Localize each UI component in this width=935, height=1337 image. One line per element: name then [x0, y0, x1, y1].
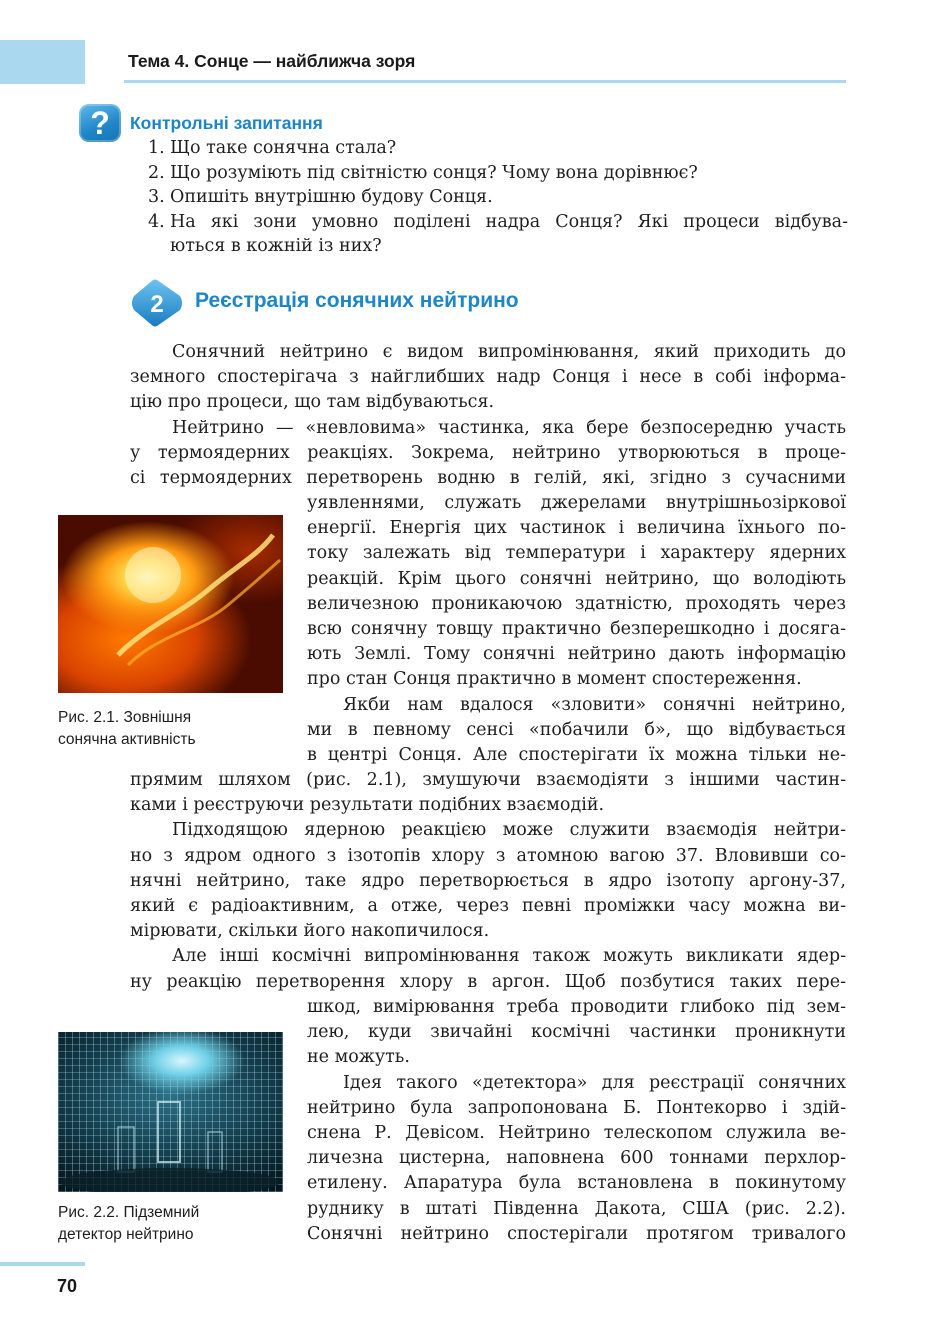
- question-number: 1.: [148, 138, 165, 158]
- detector-structure-graphic: [58, 1032, 283, 1192]
- text-line: величезною проникаючою здатністю, проходять через: [307, 593, 846, 614]
- question-text: Що таке сонячна стала?: [170, 138, 397, 158]
- text-line: реакцій. Крім цього сонячні нейтрино, що володіють: [307, 568, 846, 589]
- text-line: шкод, вимірювання треба проводити глибоко під зем-: [307, 997, 846, 1017]
- text-line: Але інші космічні випромінювання також можуть викликати ядер-: [172, 946, 846, 967]
- text-line: руднику в штаті Південна Дакота, США (рис. 2.2).: [307, 1198, 846, 1219]
- text-line: лею, куди звичайні космічні частинки проникнути: [307, 1022, 846, 1043]
- text-line: енергії. Енергія цих частинок і величина їхнього по-: [307, 518, 846, 539]
- text-line: всю сонячну товщу практично безперешкодно і досяга-: [307, 619, 846, 640]
- text-line: снена Р. Девісом. Нейтрино телескопом служила ве-: [307, 1123, 846, 1144]
- question-number: 4.: [148, 211, 165, 232]
- control-questions-title: Контрольні запитання: [130, 113, 323, 133]
- text-line: ками і реєструючи результати подібних взаємодій.: [130, 795, 605, 816]
- header-divider: [124, 80, 846, 83]
- body-block-1: [130, 340, 846, 491]
- text-line: Сонячні нейтрино спостерігали протягом тривалого: [307, 1223, 846, 1244]
- text-line: цію про процеси, що там відбуваються.: [130, 392, 495, 413]
- question-mark-icon: ?: [79, 104, 121, 142]
- text-line: Сонячний нейтрино є видом випромінювання, який приходить до: [172, 342, 846, 362]
- footer-divider: [0, 1262, 85, 1266]
- body-block-4: [307, 995, 846, 1247]
- text-line: у термоядерних реакціях. Зокрема, нейтрино утворюються в проце-: [130, 442, 846, 463]
- body-block-3: [130, 768, 846, 995]
- question-item: [148, 185, 848, 210]
- text-line: в центрі Сонця. Але спостерігати їх можна тільки не-: [307, 745, 846, 766]
- text-line: но з ядром одного з ізотопів хлору з атомною вагою 37. Вловивши со-: [130, 845, 846, 866]
- neutrino-detector-image: [58, 1032, 283, 1192]
- text-line: нейтрино була запропонована Б. Понтекорво і здій-: [307, 1097, 846, 1118]
- question-text-continuation: ються в кожній із них?: [170, 236, 382, 256]
- text-line: ють Землі. Тому сонячні нейтрино дають інформацію: [307, 644, 846, 665]
- text-line: нячні нейтрино, таке ядро перетворюється в ядро ізотопу аргону-37,: [130, 870, 846, 891]
- text-line: Підходящою ядерною реакцією може служити взаємодія нейтри-: [172, 820, 846, 841]
- text-line: мірювати, скільки його накопичилося.: [130, 921, 490, 942]
- text-line: не можуть.: [307, 1047, 410, 1068]
- section-title: Реєстрація сонячних нейтрино: [195, 289, 519, 312]
- section-number: 2: [150, 291, 164, 318]
- solar-flare-graphic: [58, 515, 283, 693]
- question-text: Що розуміють під світністю сонця? Чому вона дорівнює?: [170, 162, 698, 183]
- figure-caption: [58, 707, 196, 751]
- question-number: 3.: [148, 187, 165, 207]
- caption-line: детектор нейтрино: [58, 1226, 194, 1243]
- text-line: ми в певному сенсі «побачили б», що відбувається: [307, 719, 846, 740]
- page-header-title: Тема 4. Сонце — найближча зоря: [128, 51, 416, 71]
- figure-caption: [58, 1202, 199, 1246]
- text-line: який є радіоактивним, а отже, через певні проміжки часу можна ви-: [130, 896, 846, 917]
- control-questions-list: [148, 136, 848, 259]
- caption-line: Рис. 2.1. Зовнішня: [58, 709, 192, 726]
- text-line: уявленнями, служать джерелами внутрішньозіркової: [307, 493, 846, 513]
- caption-line: сонячна активність: [58, 731, 196, 748]
- question-text: На які зони умовно поділені надра Сонця? Які процеси відбува-: [170, 211, 848, 232]
- section-number-icon: [130, 278, 184, 328]
- text-line: току залежать від температури і характеру ядерних: [307, 543, 846, 564]
- text-line: сі термоядерних перетворень водню в гелій, які, згідно з сучасними: [130, 468, 846, 489]
- text-line: земного спостерігача з найглибших надр Сонця і несе в собі інформа-: [130, 367, 846, 388]
- question-item: [148, 136, 848, 161]
- text-line: ну реакцію перетворення хлору в аргон. Щоб позбутися таких пере-: [130, 971, 846, 992]
- question-number: 2.: [148, 162, 165, 183]
- text-line: етилену. Апаратура була встановлена в покинутому: [307, 1173, 846, 1194]
- question-item: [148, 210, 848, 259]
- text-line: Якби нам вдалося «зловити» сонячні нейтрино,: [343, 694, 846, 715]
- text-line: личезна цистерна, наповнена 600 тоннами перхлор-: [307, 1148, 846, 1169]
- text-line: про стан Сонця практично в момент спостереження.: [307, 669, 802, 690]
- text-line: прямим шляхом (рис. 2.1), змушуючи взаємодіяти з іншими частин-: [130, 770, 846, 790]
- page-number: 70: [57, 1276, 78, 1296]
- question-item: [148, 161, 848, 186]
- header-tab-block: [0, 40, 85, 84]
- text-line: Ідея такого «детектора» для реєстрації сонячних: [343, 1072, 846, 1093]
- text-line: Нейтрино — «невловима» частинка, яка бере безпосередню участь: [172, 417, 846, 438]
- body-block-2: [307, 491, 846, 768]
- caption-line: Рис. 2.2. Підземний: [58, 1204, 200, 1221]
- question-text: Опишіть внутрішню будову Сонця.: [170, 187, 493, 207]
